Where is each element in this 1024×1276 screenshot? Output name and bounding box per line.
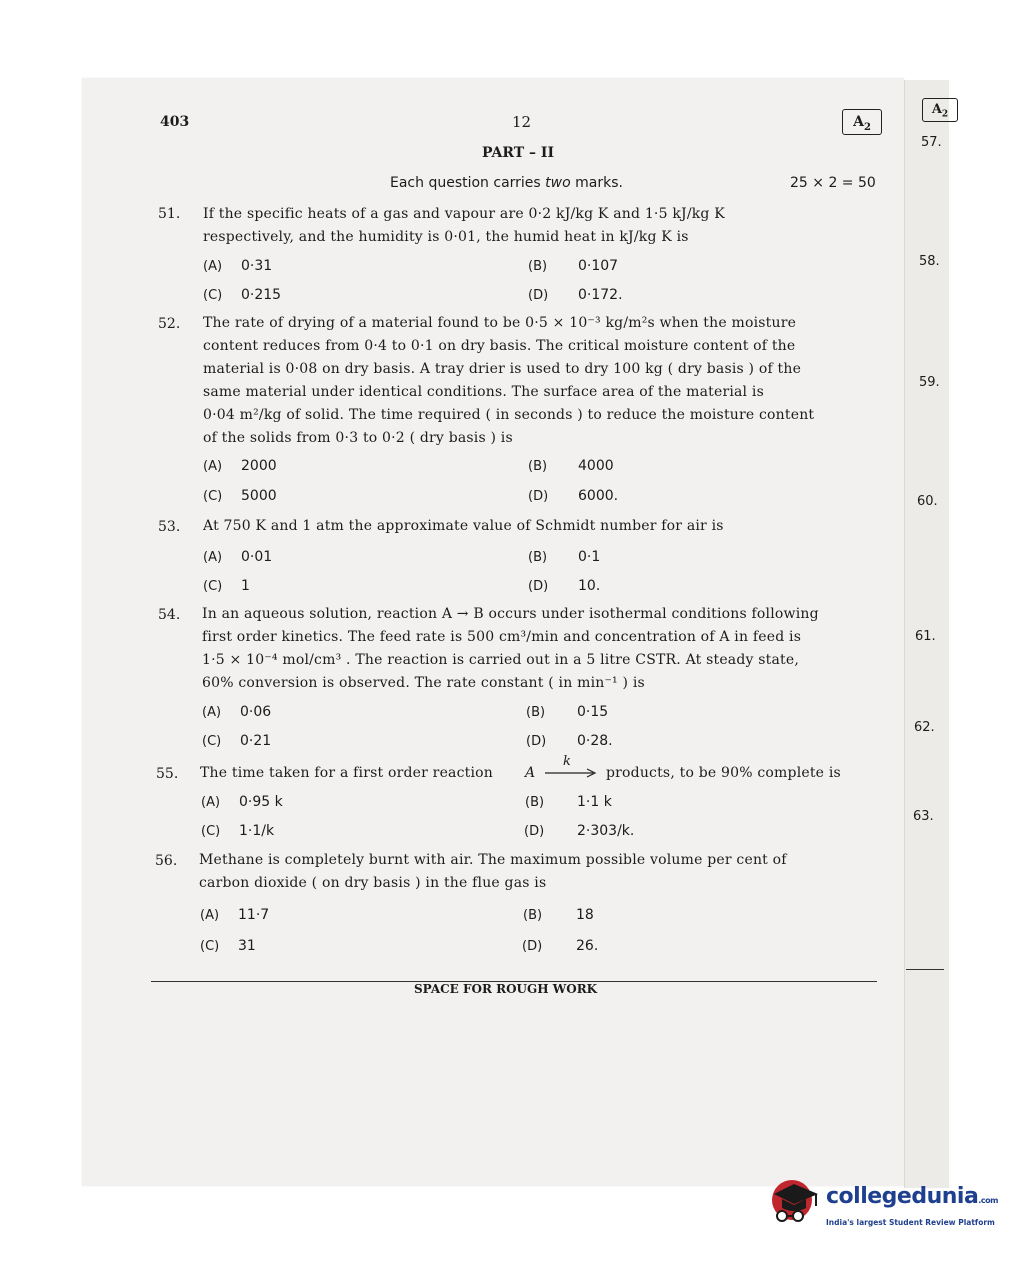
question-number: 55. (156, 766, 179, 782)
option-label: (C) (203, 489, 223, 504)
option-value: 0·1 (578, 549, 601, 565)
option-value: 0·172. (578, 287, 623, 303)
option-value: 0·06 (240, 704, 272, 720)
option-label: (A) (200, 908, 220, 923)
question-line: At 750 K and 1 atm the approximate value of Schmidt number for air is (203, 518, 724, 534)
question-number: 54. (158, 607, 181, 623)
question-line: If the specific heats of a gas and vapour are 0·2 kJ/kg K and 1·5 kJ/kg K (203, 206, 725, 222)
option-label: (B) (523, 908, 543, 923)
question-53-text (203, 515, 881, 538)
booklet-series-sub: 2 (863, 121, 871, 133)
option-value: 0·28. (577, 733, 613, 749)
question-55-species: A (525, 765, 536, 781)
brand-suffix: .com (978, 1196, 998, 1205)
booklet-series-letter: A (853, 114, 864, 130)
option-label: (D) (528, 288, 549, 303)
option-value: 31 (238, 938, 256, 954)
option-value: 18 (576, 907, 594, 923)
option-value: 4000 (578, 458, 614, 474)
option-label: (D) (526, 734, 547, 749)
option-value: 2·303/k. (577, 823, 635, 839)
option-label: (A) (203, 459, 223, 474)
option-label: (C) (202, 734, 222, 749)
marks-formula: 25 × 2 = 50 (790, 175, 876, 191)
reaction-arrow (545, 756, 597, 780)
margin-question-number: 61. (915, 629, 936, 644)
option-value: 0·21 (240, 733, 272, 749)
option-label: (A) (203, 259, 223, 274)
question-line: material is 0·08 on dry basis. A tray drier is used to dry 100 kg ( dry basis ) of the (203, 361, 802, 377)
rate-constant-label: k (563, 754, 571, 769)
question-55-pre: The time taken for a first order reaction (200, 765, 493, 781)
option-label: (B) (528, 259, 548, 274)
option-label: (C) (203, 579, 223, 594)
question-line: same material under identical conditions. The surface area of the material is (203, 384, 764, 400)
option-label: (B) (528, 550, 548, 565)
question-line: 1·5 × 10⁻⁴ mol/cm³ . The reaction is carried out in a 5 litre CSTR. At steady state, (202, 652, 799, 668)
instruction (390, 175, 623, 191)
option-label: (C) (201, 824, 221, 839)
option-label: (B) (525, 795, 545, 810)
graduation-cap-icon (768, 1172, 824, 1228)
question-line: respectively, and the humidity is 0·01, the humid heat in kJ/kg K is (203, 229, 689, 245)
option-label: (D) (528, 579, 549, 594)
option-label: (B) (528, 459, 548, 474)
question-number: 53. (158, 519, 181, 535)
next-page-series-box (922, 98, 958, 122)
option-value: 0·31 (241, 258, 273, 274)
option-value: 1·1 k (577, 794, 612, 810)
rough-work-label: SPACE FOR ROUGH WORK (414, 982, 598, 996)
question-55-post: products, to be 90% complete is (606, 765, 841, 781)
margin-question-number: 62. (914, 720, 935, 735)
question-line: 0·04 m²/kg of solid. The time required ( in seconds ) to reduce the moisture content (203, 407, 815, 423)
option-label: (A) (201, 795, 221, 810)
question-number: 56. (155, 853, 178, 869)
question-line: carbon dioxide ( on dry basis ) in the flue gas is (199, 875, 547, 891)
option-label: (D) (528, 489, 549, 504)
next-page-divider (906, 969, 944, 970)
question-line: In an aqueous solution, reaction A → B occurs under isothermal conditions following (202, 606, 819, 622)
booklet-series-box (842, 109, 882, 135)
option-value: 26. (576, 938, 599, 954)
option-value: 5000 (241, 488, 277, 504)
option-label: (B) (526, 705, 546, 720)
brand-name (826, 1184, 998, 1209)
option-value: 10. (578, 578, 601, 594)
option-value: 11·7 (238, 907, 270, 923)
instruction-pre: Each question carries (390, 175, 546, 191)
option-value: 0·95 k (239, 794, 283, 810)
question-line: first order kinetics. The feed rate is 500 cm³/min and concentration of A in feed is (202, 629, 802, 645)
margin-question-number: 59. (919, 375, 940, 390)
question-51-text (203, 203, 881, 249)
next-series-sub: 2 (941, 109, 949, 120)
next-series-letter: A (931, 102, 942, 117)
part-title: PART – II (482, 145, 555, 161)
question-line: 60% conversion is observed. The rate constant ( in min⁻¹ ) is (202, 675, 645, 691)
option-label: (A) (203, 550, 223, 565)
option-value: 0·215 (241, 287, 282, 303)
instruction-em: two (545, 175, 571, 191)
question-number: 52. (158, 316, 181, 332)
option-value: 0·15 (577, 704, 609, 720)
question-56-text (199, 849, 877, 895)
margin-question-number: 58. (919, 254, 940, 269)
margin-question-number: 60. (917, 494, 938, 509)
collegedunia-logo (768, 1172, 998, 1238)
margin-question-number: 57. (921, 135, 942, 150)
paper-code: 403 (160, 114, 190, 130)
question-line: Methane is completely burnt with air. The maximum possible volume per cent of (199, 852, 787, 868)
question-line: content reduces from 0·4 to 0·1 on dry basis. The critical moisture content of the (203, 338, 796, 354)
question-line: of the solids from 0·3 to 0·2 ( dry basis ) is (203, 430, 513, 446)
margin-question-number: 63. (913, 809, 934, 824)
brand-text: collegedunia (826, 1184, 979, 1209)
option-value: 1 (241, 578, 250, 594)
option-value: 0·01 (241, 549, 273, 565)
page-number: 12 (512, 113, 532, 131)
option-label: (D) (522, 939, 543, 954)
option-value: 2000 (241, 458, 277, 474)
question-line: The rate of drying of a material found to be 0·5 × 10⁻³ kg/m²s when the moisture (203, 315, 797, 331)
option-label: (C) (203, 288, 223, 303)
option-label: (D) (524, 824, 545, 839)
question-54-text (202, 603, 880, 695)
question-52-text (203, 312, 881, 450)
option-value: 0·107 (578, 258, 619, 274)
option-label: (A) (202, 705, 222, 720)
arrow-icon (545, 768, 597, 778)
option-label: (C) (200, 939, 220, 954)
brand-tagline: India's largest Student Review Platform (826, 1218, 995, 1227)
instruction-post: marks. (570, 175, 623, 191)
option-value: 6000. (578, 488, 619, 504)
question-number: 51. (158, 206, 181, 222)
option-value: 1·1/k (239, 823, 275, 839)
